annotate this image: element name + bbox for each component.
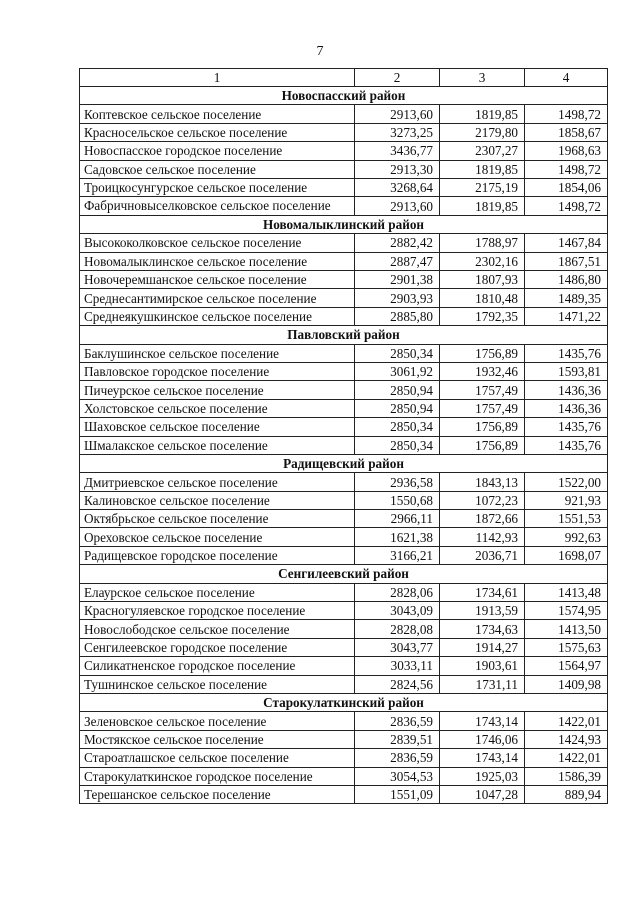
district-name: Новомалыклинский район	[80, 215, 608, 233]
column-header: 2	[355, 69, 440, 87]
district-name: Старокулаткинский район	[80, 694, 608, 712]
district-name: Радищевский район	[80, 454, 608, 472]
value-col-2: 2913,60	[355, 197, 440, 216]
table-row	[80, 657, 608, 675]
settlement-name: Холстовское сельское поселение	[80, 399, 355, 417]
value-col-3: 1819,85	[440, 197, 525, 216]
value-col-4: 1413,48	[525, 583, 608, 601]
settlements-table	[79, 68, 608, 804]
value-col-3: 1756,89	[440, 418, 525, 436]
value-col-3: 1047,28	[440, 785, 525, 803]
value-col-2: 1551,09	[355, 785, 440, 803]
value-col-3: 1792,35	[440, 307, 525, 325]
settlement-name: Среднесантимирское сельское поселение	[80, 289, 355, 307]
value-col-4: 1435,76	[525, 344, 608, 362]
settlement-name: Красносельское сельское поселение	[80, 123, 355, 141]
value-col-2: 1550,68	[355, 491, 440, 509]
settlement-name: Садовское сельское поселение	[80, 160, 355, 178]
value-col-2: 3043,09	[355, 602, 440, 620]
value-col-2: 2966,11	[355, 510, 440, 528]
settlement-name: Дмитриевское сельское поселение	[80, 473, 355, 491]
value-col-3: 1757,49	[440, 381, 525, 399]
value-col-3: 1743,14	[440, 749, 525, 767]
settlement-name: Среднеякушкинское сельское поселение	[80, 307, 355, 325]
value-col-3: 1819,85	[440, 160, 525, 178]
table-row	[80, 399, 608, 417]
value-col-4: 1498,72	[525, 160, 608, 178]
value-col-4: 1968,63	[525, 142, 608, 160]
table-row	[80, 767, 608, 785]
value-col-2: 2903,93	[355, 289, 440, 307]
value-col-4: 1467,84	[525, 234, 608, 252]
table-row	[80, 197, 608, 216]
value-col-3: 1903,61	[440, 657, 525, 675]
value-col-2: 3268,64	[355, 178, 440, 196]
table-row	[80, 620, 608, 638]
value-col-3: 1757,49	[440, 399, 525, 417]
table-row	[80, 510, 608, 528]
settlement-name: Тушнинское сельское поселение	[80, 675, 355, 693]
value-col-2: 2887,47	[355, 252, 440, 270]
value-col-4: 1498,72	[525, 197, 608, 216]
value-col-4: 889,94	[525, 785, 608, 803]
settlement-name: Силикатненское городское поселение	[80, 657, 355, 675]
settlement-name: Пичеурское сельское поселение	[80, 381, 355, 399]
value-col-4: 1698,07	[525, 546, 608, 564]
settlement-name: Новоспасское городское поселение	[80, 142, 355, 160]
column-header: 4	[525, 69, 608, 87]
value-col-3: 1843,13	[440, 473, 525, 491]
table-row	[80, 712, 608, 730]
value-col-3: 1734,61	[440, 583, 525, 601]
value-col-4: 1854,06	[525, 178, 608, 196]
table-row	[80, 123, 608, 141]
settlement-name: Шмалакское сельское поселение	[80, 436, 355, 454]
value-col-2: 2839,51	[355, 730, 440, 748]
district-name: Павловский район	[80, 326, 608, 344]
settlement-name: Коптевское сельское поселение	[80, 105, 355, 123]
settlement-name: Зеленовское сельское поселение	[80, 712, 355, 730]
table-header-row	[80, 69, 608, 87]
table-row	[80, 160, 608, 178]
value-col-4: 1586,39	[525, 767, 608, 785]
settlement-name: Высококолковское сельское поселение	[80, 234, 355, 252]
value-col-3: 1731,11	[440, 675, 525, 693]
settlement-name: Шаховское сельское поселение	[80, 418, 355, 436]
table-row	[80, 271, 608, 289]
settlement-name: Фабричновыселковское сельское поселение	[80, 197, 355, 216]
table-row	[80, 252, 608, 270]
value-col-2: 2850,94	[355, 381, 440, 399]
value-col-3: 1746,06	[440, 730, 525, 748]
value-col-3: 1810,48	[440, 289, 525, 307]
table-row	[80, 491, 608, 509]
value-col-3: 1872,66	[440, 510, 525, 528]
value-col-3: 1932,46	[440, 362, 525, 380]
value-col-3: 1756,89	[440, 344, 525, 362]
value-col-4: 1471,22	[525, 307, 608, 325]
table-row	[80, 381, 608, 399]
value-col-2: 3033,11	[355, 657, 440, 675]
settlement-name: Старокулаткинское городское поселение	[80, 767, 355, 785]
table-row	[80, 638, 608, 656]
table-body	[80, 69, 608, 804]
value-col-4: 992,63	[525, 528, 608, 546]
value-col-2: 2882,42	[355, 234, 440, 252]
value-col-2: 3436,77	[355, 142, 440, 160]
table-row	[80, 418, 608, 436]
settlement-name: Мостякское сельское поселение	[80, 730, 355, 748]
table-row	[80, 362, 608, 380]
district-name: Новоспасский район	[80, 87, 608, 105]
value-col-2: 2885,80	[355, 307, 440, 325]
table-row	[80, 528, 608, 546]
settlement-name: Староатлашское сельское поселение	[80, 749, 355, 767]
table-row	[80, 546, 608, 564]
value-col-3: 1807,93	[440, 271, 525, 289]
settlement-name: Сенгилеевское городское поселение	[80, 638, 355, 656]
table-row	[80, 142, 608, 160]
settlement-name: Ореховское сельское поселение	[80, 528, 355, 546]
value-col-2: 2836,59	[355, 712, 440, 730]
value-col-4: 1435,76	[525, 436, 608, 454]
district-header-row	[80, 87, 608, 105]
table-row	[80, 473, 608, 491]
value-col-4: 1498,72	[525, 105, 608, 123]
column-header: 1	[80, 69, 355, 87]
value-col-3: 1788,97	[440, 234, 525, 252]
value-col-3: 2036,71	[440, 546, 525, 564]
value-col-4: 1551,53	[525, 510, 608, 528]
district-name: Сенгилеевский район	[80, 565, 608, 583]
settlement-name: Павловское городское поселение	[80, 362, 355, 380]
table-row	[80, 105, 608, 123]
value-col-2: 3061,92	[355, 362, 440, 380]
table-row	[80, 436, 608, 454]
settlement-name: Новочеремшанское сельское поселение	[80, 271, 355, 289]
value-col-3: 2175,19	[440, 178, 525, 196]
settlement-name: Октябрьское сельское поселение	[80, 510, 355, 528]
district-header-row	[80, 326, 608, 344]
table-row	[80, 730, 608, 748]
value-col-2: 2901,38	[355, 271, 440, 289]
value-col-4: 921,93	[525, 491, 608, 509]
value-col-2: 1621,38	[355, 528, 440, 546]
value-col-4: 1574,95	[525, 602, 608, 620]
district-header-row	[80, 694, 608, 712]
settlement-name: Терешанское сельское поселение	[80, 785, 355, 803]
value-col-3: 1756,89	[440, 436, 525, 454]
value-col-4: 1409,98	[525, 675, 608, 693]
settlement-name: Красногуляевское городское поселение	[80, 602, 355, 620]
value-col-3: 1914,27	[440, 638, 525, 656]
column-header: 3	[440, 69, 525, 87]
table-row	[80, 307, 608, 325]
value-col-4: 1575,63	[525, 638, 608, 656]
value-col-2: 2828,06	[355, 583, 440, 601]
table-row	[80, 602, 608, 620]
district-header-row	[80, 565, 608, 583]
table-row	[80, 675, 608, 693]
value-col-3: 2179,80	[440, 123, 525, 141]
page-number: 7	[316, 44, 324, 59]
value-col-3: 1743,14	[440, 712, 525, 730]
value-col-2: 2828,08	[355, 620, 440, 638]
table-row	[80, 178, 608, 196]
value-col-2: 2850,34	[355, 418, 440, 436]
value-col-2: 2850,94	[355, 399, 440, 417]
value-col-2: 2936,58	[355, 473, 440, 491]
value-col-4: 1867,51	[525, 252, 608, 270]
value-col-4: 1436,36	[525, 399, 608, 417]
value-col-4: 1564,97	[525, 657, 608, 675]
settlement-name: Елаурское сельское поселение	[80, 583, 355, 601]
table-row	[80, 785, 608, 803]
value-col-3: 2302,16	[440, 252, 525, 270]
table-row	[80, 749, 608, 767]
district-header-row	[80, 215, 608, 233]
table-row	[80, 234, 608, 252]
value-col-2: 3054,53	[355, 767, 440, 785]
table-row	[80, 344, 608, 362]
settlement-name: Новослободское сельское поселение	[80, 620, 355, 638]
value-col-4: 1522,00	[525, 473, 608, 491]
value-col-3: 1913,59	[440, 602, 525, 620]
value-col-4: 1436,36	[525, 381, 608, 399]
value-col-2: 2913,60	[355, 105, 440, 123]
value-col-3: 1734,63	[440, 620, 525, 638]
value-col-2: 3273,25	[355, 123, 440, 141]
value-col-3: 1142,93	[440, 528, 525, 546]
value-col-3: 1819,85	[440, 105, 525, 123]
value-col-4: 1422,01	[525, 712, 608, 730]
value-col-3: 1925,03	[440, 767, 525, 785]
settlement-name: Радищевское городское поселение	[80, 546, 355, 564]
value-col-2: 3043,77	[355, 638, 440, 656]
value-col-4: 1489,35	[525, 289, 608, 307]
value-col-2: 2850,34	[355, 344, 440, 362]
value-col-4: 1593,81	[525, 362, 608, 380]
value-col-3: 1072,23	[440, 491, 525, 509]
value-col-2: 2824,56	[355, 675, 440, 693]
settlement-name: Баклушинское сельское поселение	[80, 344, 355, 362]
value-col-4: 1435,76	[525, 418, 608, 436]
value-col-3: 2307,27	[440, 142, 525, 160]
value-col-4: 1424,93	[525, 730, 608, 748]
value-col-2: 2836,59	[355, 749, 440, 767]
settlement-name: Калиновское сельское поселение	[80, 491, 355, 509]
value-col-2: 2850,34	[355, 436, 440, 454]
settlement-name: Троицкосунгурское сельское поселение	[80, 178, 355, 196]
table-row	[80, 583, 608, 601]
value-col-4: 1413,50	[525, 620, 608, 638]
settlement-name: Новомалыклинское сельское поселение	[80, 252, 355, 270]
table-row	[80, 289, 608, 307]
district-header-row	[80, 454, 608, 472]
value-col-4: 1422,01	[525, 749, 608, 767]
value-col-4: 1858,67	[525, 123, 608, 141]
value-col-2: 2913,30	[355, 160, 440, 178]
value-col-2: 3166,21	[355, 546, 440, 564]
value-col-4: 1486,80	[525, 271, 608, 289]
